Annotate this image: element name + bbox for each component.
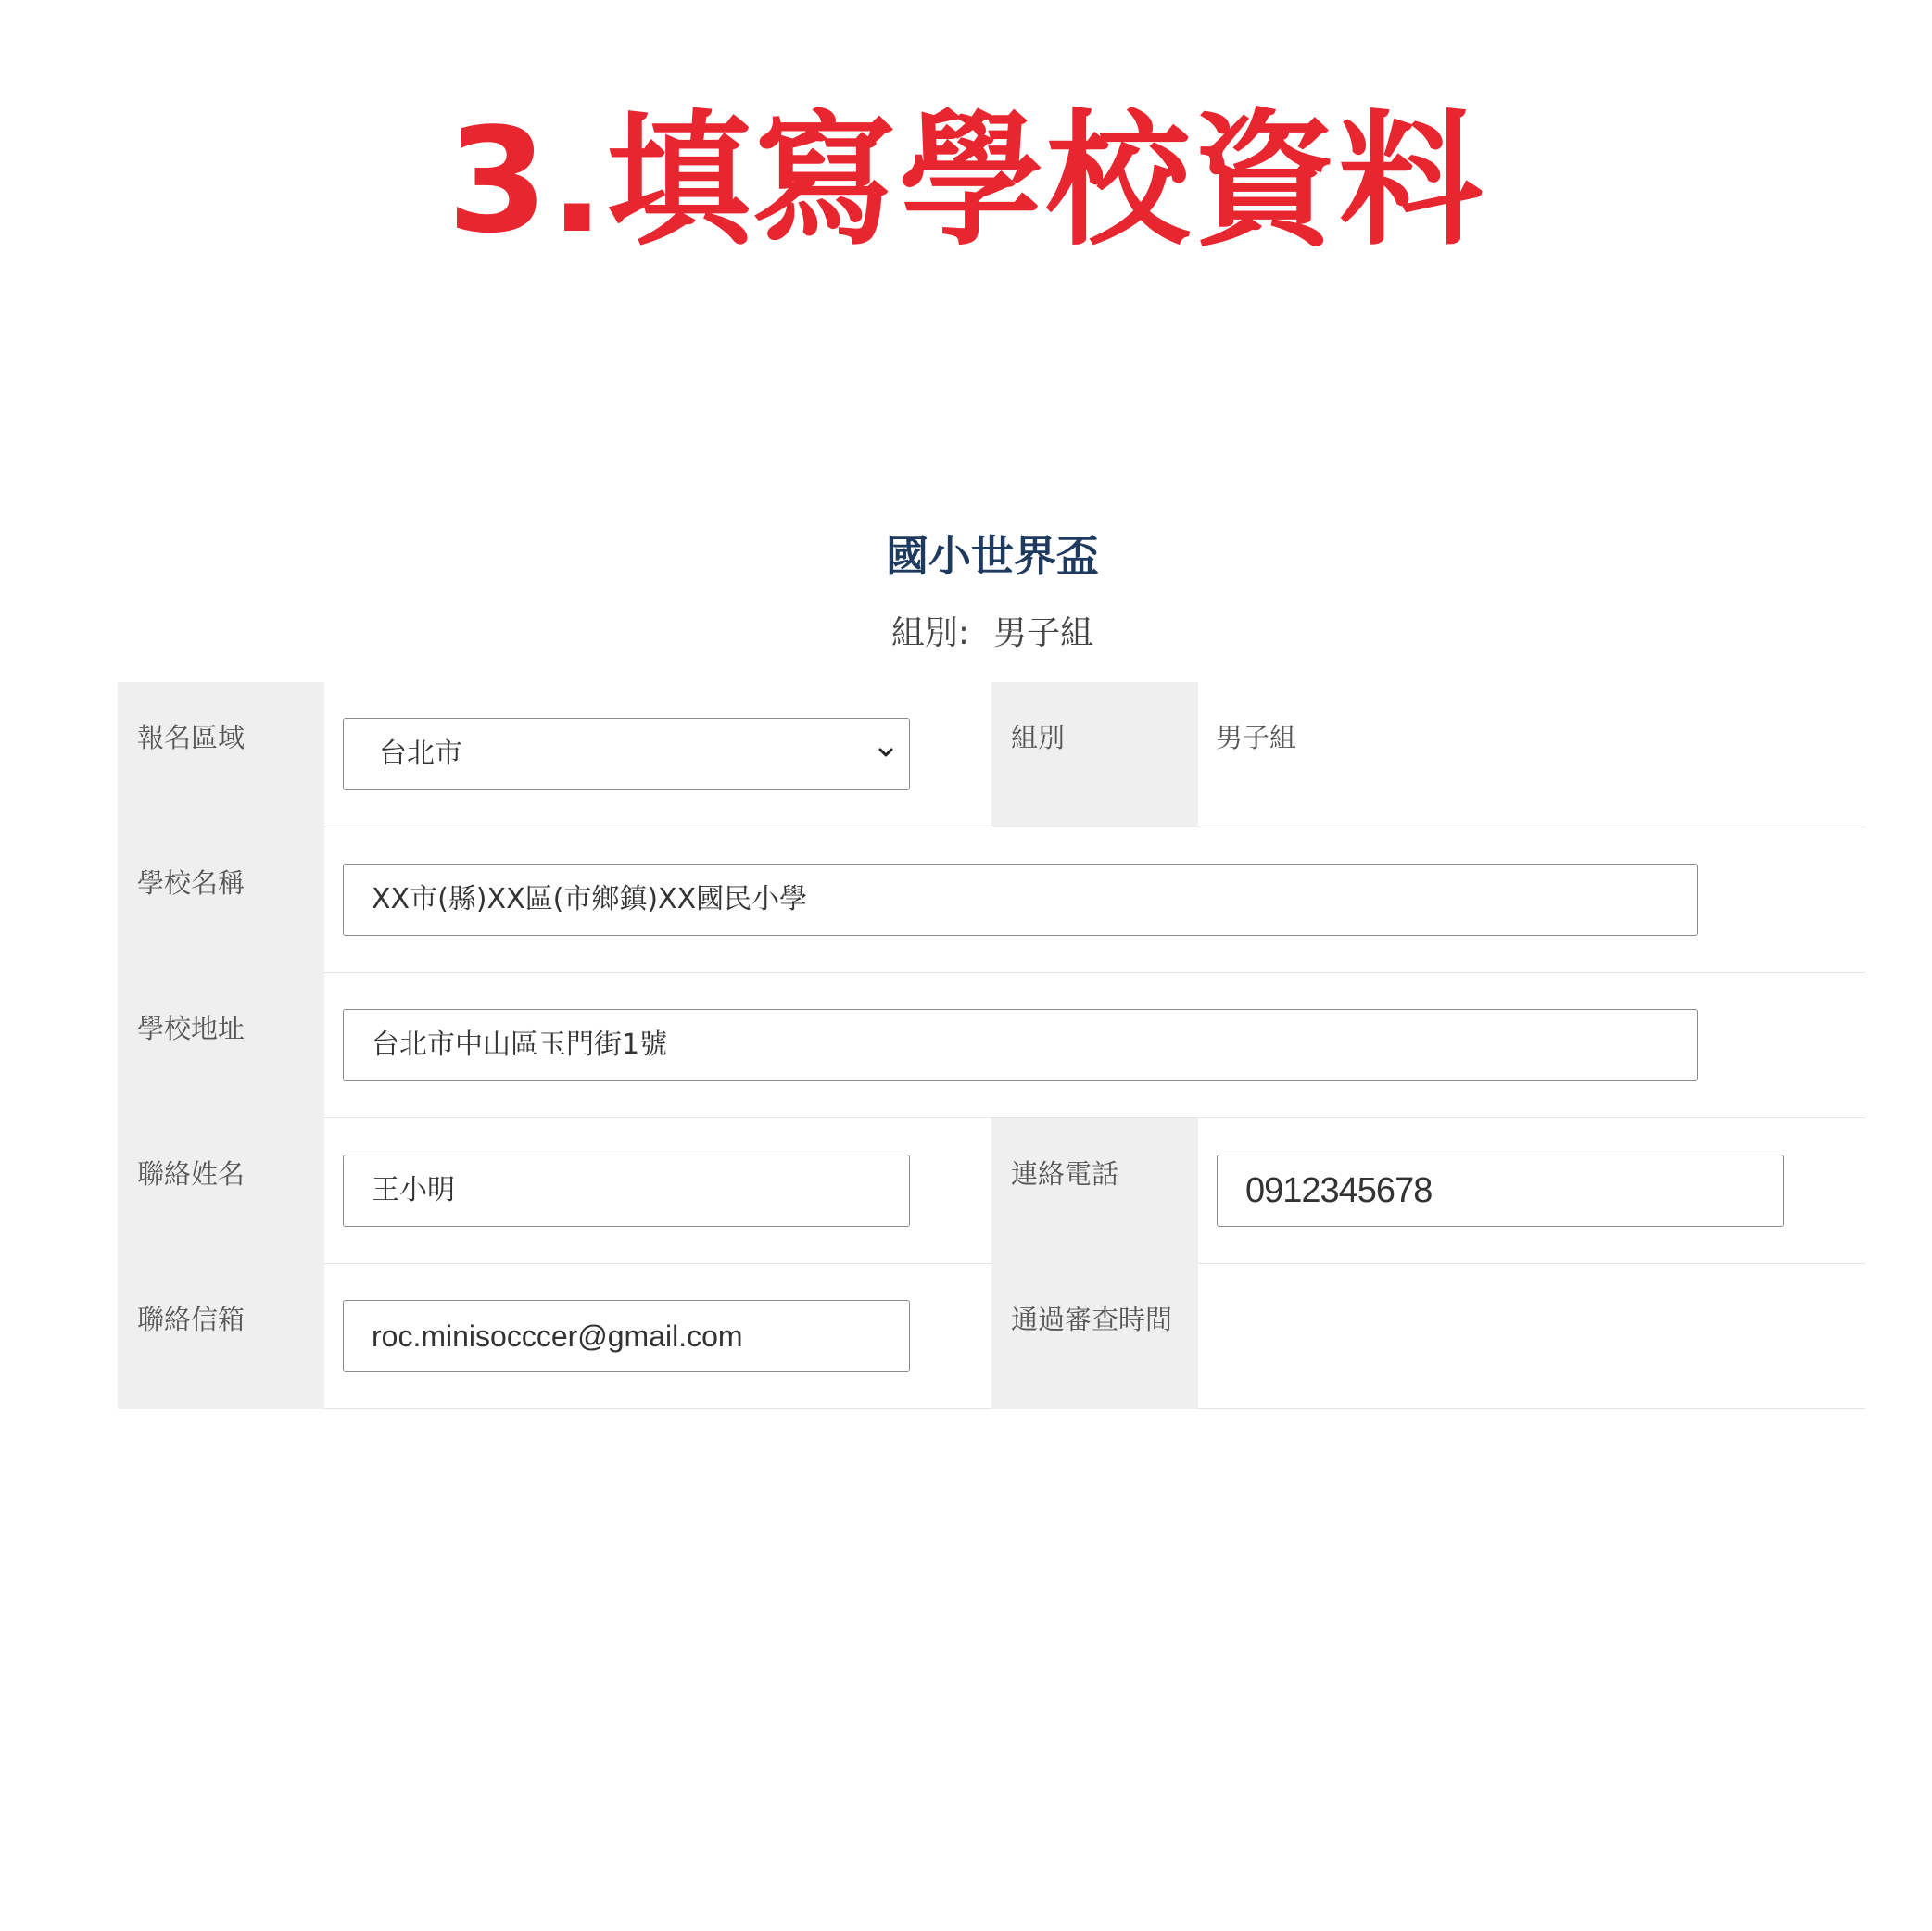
chevron-down-icon: [872, 739, 900, 767]
group-label: 組別: [991, 682, 1198, 827]
contact-name-input[interactable]: 王小明: [343, 1155, 910, 1227]
review-time-label: 通過審查時間: [991, 1264, 1198, 1409]
region-label: 報名區域: [118, 682, 324, 827]
form-row-region: [118, 682, 1865, 827]
group-summary-label: 組別:: [890, 614, 970, 652]
school-name-input[interactable]: XX市(縣)XX區(市鄉鎮)XX國民小學: [343, 864, 1698, 936]
contact-email-label: 聯絡信箱: [118, 1264, 324, 1409]
form-row-contact: [118, 1118, 1865, 1264]
school-name-label: 學校名稱: [118, 827, 324, 973]
school-address-label: 學校地址: [118, 973, 324, 1118]
banner-title: 3.填寫學校資料: [447, 96, 1485, 265]
contact-email-input[interactable]: roc.minisocccer@gmail.com: [343, 1300, 910, 1372]
form-row-school-address: [118, 973, 1865, 1118]
contact-phone-input[interactable]: 0912345678: [1217, 1155, 1784, 1227]
school-address-input[interactable]: 台北市中山區玉門街1號: [343, 1009, 1698, 1081]
form-row-email: [118, 1264, 1865, 1409]
group-value: 男子組: [1216, 722, 1297, 753]
region-select-value: 台北市: [379, 738, 462, 770]
contact-phone-label: 連絡電話: [991, 1118, 1198, 1264]
form-row-school-name: [118, 827, 1865, 973]
group-summary-value: 男子組: [993, 614, 1094, 652]
contact-name-label: 聯絡姓名: [118, 1118, 324, 1264]
region-select[interactable]: [343, 718, 910, 790]
group-summary: [0, 608, 1932, 660]
event-title: 國小世界盃: [886, 531, 1099, 581]
school-info-form: [118, 682, 1865, 1409]
